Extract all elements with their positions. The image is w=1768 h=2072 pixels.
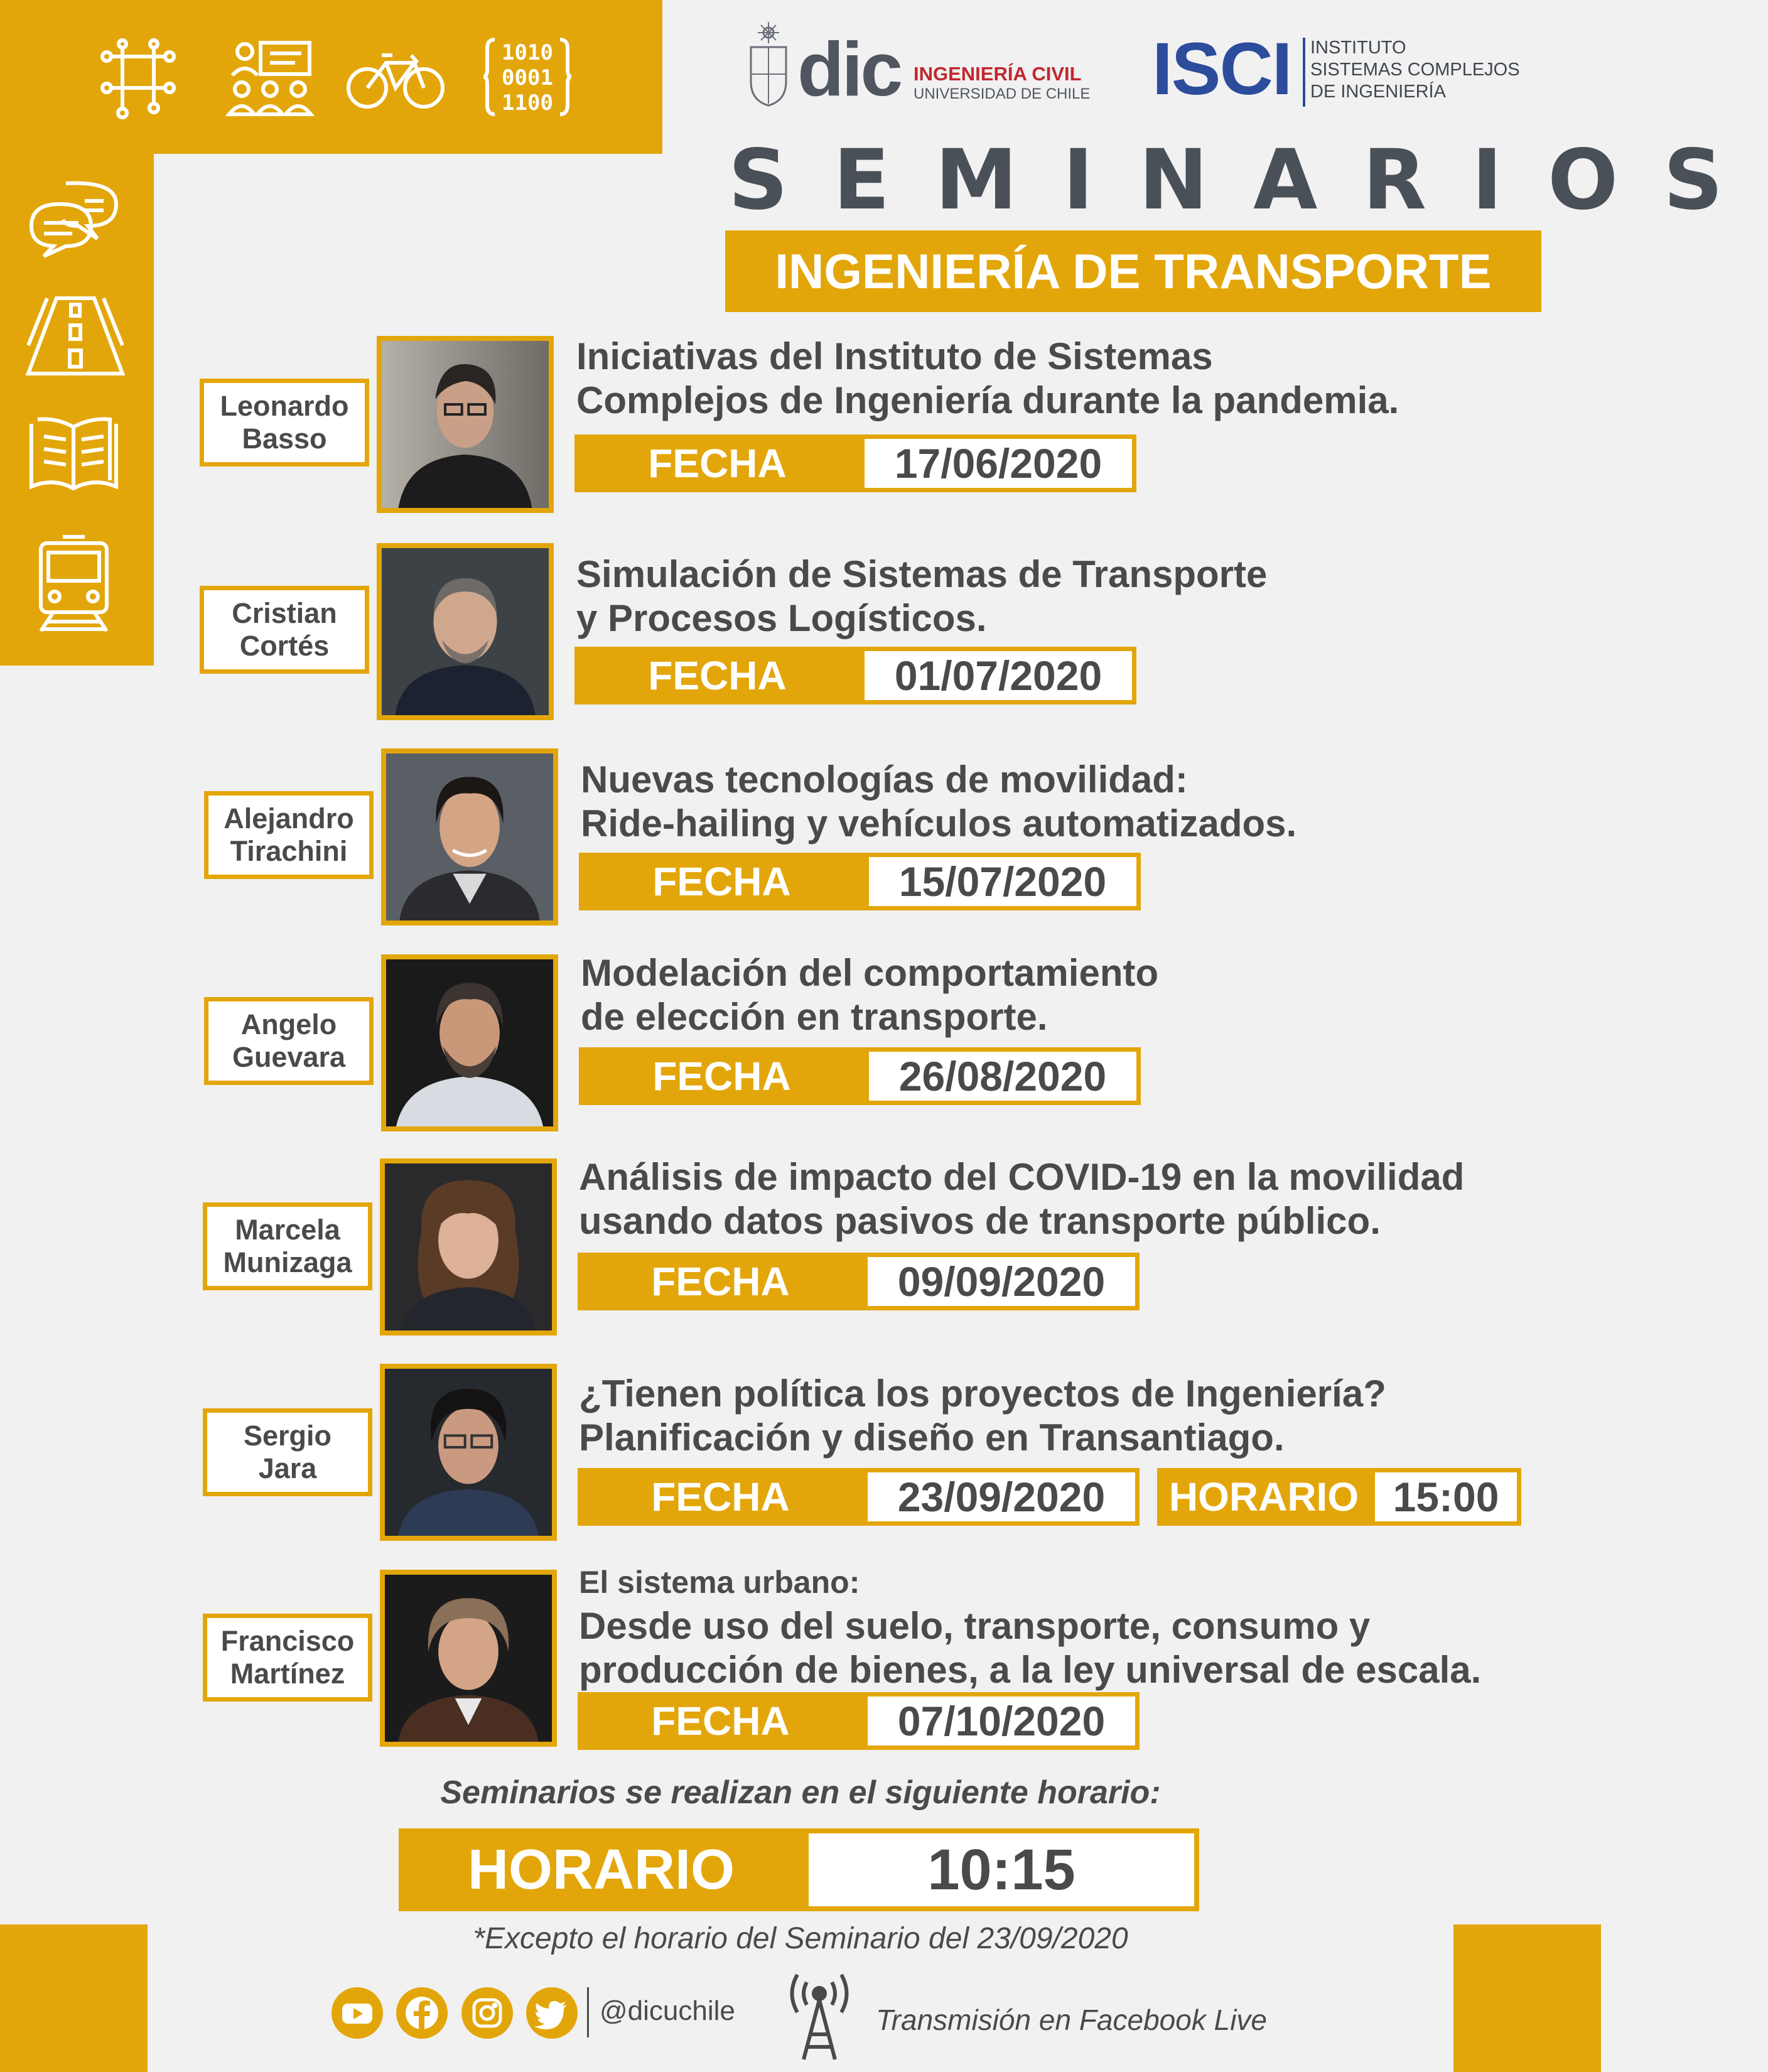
speaker-photo bbox=[377, 543, 554, 720]
talk-title: ¿Tienen política los proyectos de Ingeniería? Planificación y diseño en Transantiago. bbox=[579, 1373, 1386, 1459]
speaker-photo bbox=[380, 1158, 557, 1335]
special-hour-label: HORARIO bbox=[1157, 1468, 1371, 1526]
svg-text:1010: 1010 bbox=[502, 40, 553, 65]
talk-title: Análisis de impacto del COVID-19 en la movilidad usando datos pasivos de transporte público. bbox=[579, 1156, 1465, 1242]
open-book-icon bbox=[28, 414, 119, 496]
date-row bbox=[578, 1468, 1521, 1526]
speaker-photo bbox=[381, 748, 558, 925]
date-value: 15/07/2020 bbox=[865, 853, 1141, 910]
dic-line2: UNIVERSIDAD DE CHILE bbox=[914, 85, 1091, 102]
twitter-icon[interactable] bbox=[526, 1987, 578, 2039]
bicycle-icon bbox=[345, 44, 446, 113]
date-value: 01/07/2020 bbox=[860, 647, 1136, 704]
isci-logo bbox=[1152, 25, 1529, 113]
handle-divider bbox=[587, 1987, 589, 2037]
binary-icon bbox=[483, 35, 571, 119]
speaker-name: Sergio Jara bbox=[203, 1408, 372, 1496]
svg-text:1100: 1100 bbox=[502, 90, 553, 116]
chat-bubbles-icon bbox=[28, 176, 119, 257]
isci-line3: DE INGENIERÍA bbox=[1310, 82, 1446, 102]
speaker-name: Leonardo Basso bbox=[200, 379, 369, 467]
date-value: 23/09/2020 bbox=[863, 1468, 1140, 1526]
date-row bbox=[574, 434, 1136, 492]
isci-divider bbox=[1303, 38, 1305, 107]
talk-title: Simulación de Sistemas de Transporte y Procesos Logísticos. bbox=[576, 553, 1268, 639]
talk-title: Iniciativas del Instituto de Sistemas Complejos de Ingeniería durante la pandemia. bbox=[576, 335, 1399, 421]
train-icon bbox=[35, 534, 113, 634]
date-row bbox=[574, 647, 1136, 704]
dic-brand: dic bbox=[797, 26, 901, 112]
special-hour-value: 15:00 bbox=[1371, 1468, 1521, 1526]
network-icon bbox=[94, 38, 182, 119]
isci-line2: SISTEMAS COMPLEJOS bbox=[1310, 60, 1520, 80]
date-value: 26/08/2020 bbox=[865, 1047, 1141, 1105]
talk-title: El sistema urbano: Desde uso del suelo, transporte, consumo y producción de bienes, a la ley universal de escala. bbox=[579, 1565, 1482, 1691]
speaker-name: Alejandro Tirachini bbox=[204, 791, 374, 879]
date-label: FECHA bbox=[574, 434, 860, 492]
date-value: 07/10/2020 bbox=[863, 1692, 1140, 1750]
broadcast-antenna-icon bbox=[782, 1968, 857, 2063]
speaker-name: Cristian Cortés bbox=[200, 586, 369, 674]
date-row bbox=[579, 853, 1141, 910]
date-label: FECHA bbox=[578, 1692, 863, 1750]
date-label: FECHA bbox=[574, 647, 860, 704]
isci-line1: INSTITUTO bbox=[1310, 38, 1406, 58]
dic-line1: INGENIERÍA CIVIL bbox=[914, 63, 1082, 85]
speaker-name: Francisco Martínez bbox=[203, 1614, 372, 1702]
instagram-icon[interactable] bbox=[461, 1987, 513, 2039]
date-label: FECHA bbox=[579, 853, 865, 910]
dic-logo bbox=[747, 19, 1099, 113]
date-row bbox=[578, 1692, 1140, 1750]
social-handle[interactable]: @dicuchile bbox=[600, 1995, 735, 2026]
page-subtitle: INGENIERÍA DE TRANSPORTE bbox=[725, 230, 1541, 312]
bottom-left-block bbox=[0, 1924, 148, 2072]
speaker-photo bbox=[377, 336, 554, 513]
speaker-photo bbox=[380, 1364, 557, 1541]
date-label: FECHA bbox=[578, 1253, 863, 1310]
main-hour-row bbox=[399, 1828, 1199, 1911]
schedule-note: Seminarios se realizan en el siguiente horario: bbox=[440, 1774, 1161, 1811]
people-board-icon bbox=[226, 38, 314, 119]
svg-text:0001: 0001 bbox=[502, 65, 553, 90]
main-hour-value: 10:15 bbox=[804, 1828, 1199, 1911]
road-icon bbox=[25, 295, 126, 377]
bottom-right-block bbox=[1453, 1924, 1601, 2072]
speaker-name: Marcela Munizaga bbox=[203, 1202, 372, 1290]
date-row bbox=[579, 1047, 1141, 1105]
main-hour-label: HORARIO bbox=[399, 1828, 804, 1911]
date-label: FECHA bbox=[578, 1468, 863, 1526]
youtube-icon[interactable] bbox=[332, 1987, 383, 2039]
talk-title: Nuevas tecnologías de movilidad: Ride-hailing y vehículos automatizados. bbox=[581, 758, 1297, 844]
speaker-photo bbox=[381, 954, 558, 1131]
date-value: 09/09/2020 bbox=[863, 1253, 1140, 1310]
talk-title: Modelación del comportamiento de elección en transporte. bbox=[581, 952, 1159, 1038]
date-row bbox=[578, 1253, 1140, 1310]
university-seal-icon bbox=[747, 19, 790, 107]
facebook-icon[interactable] bbox=[396, 1987, 448, 2039]
page-title: SEMINARIOS bbox=[728, 132, 1768, 229]
stream-note: Transmisión en Facebook Live bbox=[876, 2004, 1267, 2036]
speaker-name: Angelo Guevara bbox=[204, 997, 374, 1085]
exception-note: *Excepto el horario del Seminario del 23/09/2020 bbox=[473, 1922, 1128, 1955]
date-value: 17/06/2020 bbox=[860, 434, 1136, 492]
date-label: FECHA bbox=[579, 1047, 865, 1105]
isci-brand: ISCI bbox=[1152, 28, 1291, 111]
speaker-photo bbox=[380, 1570, 557, 1747]
